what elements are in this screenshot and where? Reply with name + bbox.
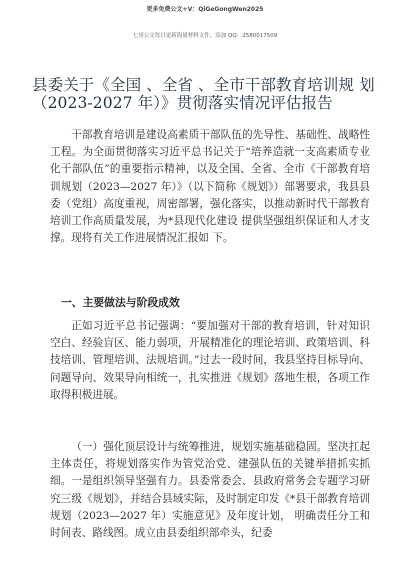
document-title: 县委关于《全国 、全省 、全市干部教育培训规 划 （2023-2027 年）》贯彻落实情况评估报告 (32, 76, 375, 112)
body-paragraph: 正如习近平总书记强调：“要加强对干部的教育培训，针对知识空白、经验盲区、能力弱项，开展精准化的理论培训、政策培训、科技培训、管理培训、法规培训。”过去一段时间，我县坚持目标导向、问题导向、效果导向相统一，扎实推进《规划》落地生根，各项工作取得积极进展。 (50, 320, 370, 401)
section-heading: 一、主要做法与阶段成效 (61, 296, 180, 309)
header-sub-text: 七哥公文每日更新海量材料文件，添加 QQ：2580017509 (132, 33, 278, 39)
body-paragraph: （一）强化顶层设计与统筹推进，规划实施基础稳固。坚决扛起主体责任，将规划落实作为管党治党、建强队伍的关键举措抓实抓细。一是组织领导坚强有力。县委常委会、县政府常务会专题学习研究三级《规划》，并结合县域实际，及时制定印发《*县干部教育培训规划（2023—2027 年）实施意见》及年度计划， 明确责任分工和时间表、路线图。成立由县委组织部牵头，纪委 (50, 441, 370, 540)
header-promo-text: 更多免费公文+V：QiGeGongWen2025 (146, 6, 264, 13)
intro-paragraph: 干部教育培训是建设高素质干部队伍的先导性、基础性、战略性工程。为全面贯彻落实习近平总书记关于“培养造就一支高素质专业化干部队伍”的重要指示精神，以及全国、全省、全市《干部教育培训规划（2023—2027 年）》（以下简称《规划》）部署要求，我县县委（党组）高度重视，周密部署，强化落实，以推动新时代干部教育培训工作高质量发展，为*县现代化建设 提供坚强组织保证和人才支撑。现将有关工作进展情况汇报如 下。 (50, 129, 370, 245)
